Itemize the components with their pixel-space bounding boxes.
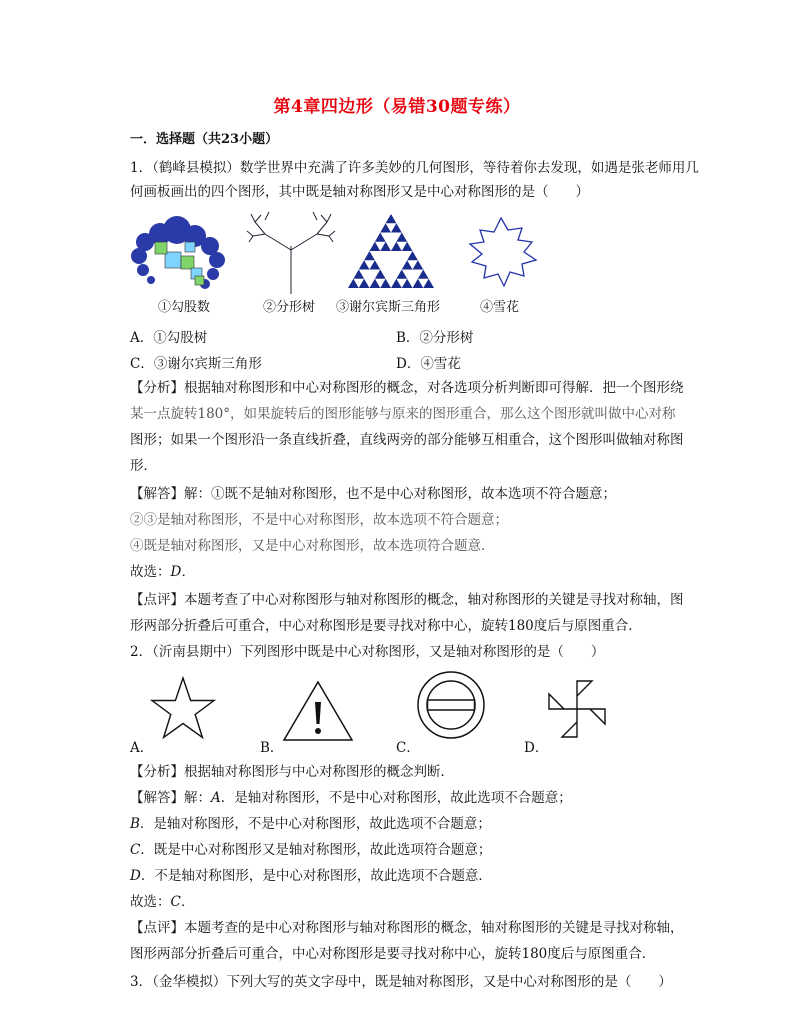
warning-triangle-figure: [282, 680, 354, 742]
q1-solution-1: 【解答】解：①既不是轴对称图形，也不是中心对称图形，故本选项不符合题意；: [130, 486, 616, 502]
q1-stem-line1: 1．（鹤峰县模拟）数学世界中充满了许多美妙的几何图形，等待着你去发现，如遇是张老师用几: [130, 160, 699, 176]
q2-label-d: D．: [524, 740, 549, 756]
caption-sierpinski: ③谢尔宾斯三角形: [336, 300, 441, 315]
q1-analysis-2: 某一点旋转180°，如果旋转后的图形能够与原来的图形重合，那么这个图形就叫做中心对称: [130, 406, 676, 422]
q2-sol-c-letter: C: [130, 842, 141, 858]
q2-label-a: A．: [130, 740, 154, 756]
q2-sol-d-letter: D: [130, 868, 141, 884]
pythagoras-tree-figure: [125, 212, 230, 292]
q1-choice-answer: D．: [170, 564, 195, 580]
q2-label-c: C．: [396, 740, 420, 756]
q1-analysis-3: 图形；如果一个图形沿一条直线折叠，直线两旁的部分能够互相重合，这个图形叫做轴对称图: [130, 432, 684, 448]
q1-choice-line: [130, 562, 195, 582]
q2-sol-a-letter: A: [211, 790, 221, 806]
q1-option-d: D．④雪花: [396, 356, 461, 372]
sierpinski-triangle-figure: [348, 214, 434, 288]
q1-solution-2: ②③是轴对称图形，不是中心对称图形，故本选项不符合题意；: [130, 512, 508, 528]
q2-choice-answer: C．: [170, 894, 195, 910]
q2-sol-b-letter: B: [130, 816, 140, 832]
q1-comment-1: 【点评】本题考查了中心对称图形与轴对称图形的概念，轴对称图形的关键是寻找对称轴，图: [130, 592, 684, 608]
q2-solution-prefix: 【解答】解：: [130, 790, 211, 806]
q2-label-b: B．: [260, 740, 284, 756]
caption-snowflake: ④雪花: [480, 300, 520, 315]
q2-sol-c-text: ．既是中心对称图形又是轴对称图形，故此选项符合题意；: [140, 842, 492, 858]
star-figure: [150, 676, 216, 740]
q1-solution-3: ④既是轴对称图形，又是中心对称图形，故本选项符合题意．: [130, 538, 495, 554]
q2-solution-c: [130, 840, 491, 860]
pinwheel-figure: [542, 676, 612, 742]
no-entry-circle-figure: [416, 670, 486, 740]
q2-stem: 2．（沂南县期中）下列图形中既是中心对称图形，又是轴对称图形的是（ ）: [130, 644, 605, 660]
fractal-tree-figure: [245, 206, 337, 294]
q2-sol-d-text: ．不是轴对称图形，是中心对称图形，故此选项不合题意．: [140, 868, 492, 884]
q1-option-c: C．③谢尔宾斯三角形: [130, 356, 262, 372]
q2-choice-line: [130, 892, 194, 912]
q1-stem-line2: 何画板画出的四个图形，其中既是轴对称图形又是中心对称图形的是（ ）: [130, 184, 589, 200]
q2-sol-a-text: ．是轴对称图形，不是中心对称图形，故此选项不合题意；: [220, 790, 572, 806]
q1-option-b: B．②分形树: [396, 330, 474, 346]
q2-solution-d: [130, 866, 492, 886]
q1-comment-2: 形两部分折叠后可重合，中心对称图形是要寻找对称中心，旋转180度后与原图重合．: [130, 618, 642, 634]
q1-analysis-4: 形．: [130, 458, 157, 474]
q2-analysis: 【分析】根据轴对称图形与中心对称图形的概念判断．: [130, 764, 454, 780]
q2-comment-2: 图形两部分折叠后可重合，中心对称图形是要寻找对称中心，旋转180度后与原图重合．: [130, 946, 656, 962]
q1-analysis-1: 【分析】根据轴对称图形和中心对称图形的概念，对各选项分析判断即可得解．把一个图形绕: [130, 380, 684, 396]
koch-snowflake-figure: [458, 214, 544, 294]
q2-comment-1: 【点评】本题考查的是中心对称图形与轴对称图形的概念，轴对称图形的关键是寻找对称轴，: [130, 920, 684, 936]
q2-sol-b-text: ．是轴对称图形，不是中心对称图形，故此选项不合题意；: [139, 816, 491, 832]
q2-solution-a: [130, 788, 572, 808]
q2-choice-prefix: 故选：: [130, 894, 171, 910]
q1-choice-prefix: 故选：: [130, 564, 171, 580]
q1-option-a: A．①勾股树: [130, 330, 208, 346]
q2-solution-b: [130, 814, 491, 834]
caption-pythagoras-tree: ①勾股数: [158, 300, 211, 315]
caption-fractal-tree: ②分形树: [263, 300, 316, 315]
page-title: 第4章四边形（易错30题专练）: [273, 97, 521, 117]
q3-stem: 3．（金华模拟）下列大写的英文字母中，既是轴对称图形，又是中心对称图形的是（ ）: [130, 974, 672, 990]
section-heading: 一．选择题（共23小题）: [130, 132, 279, 147]
